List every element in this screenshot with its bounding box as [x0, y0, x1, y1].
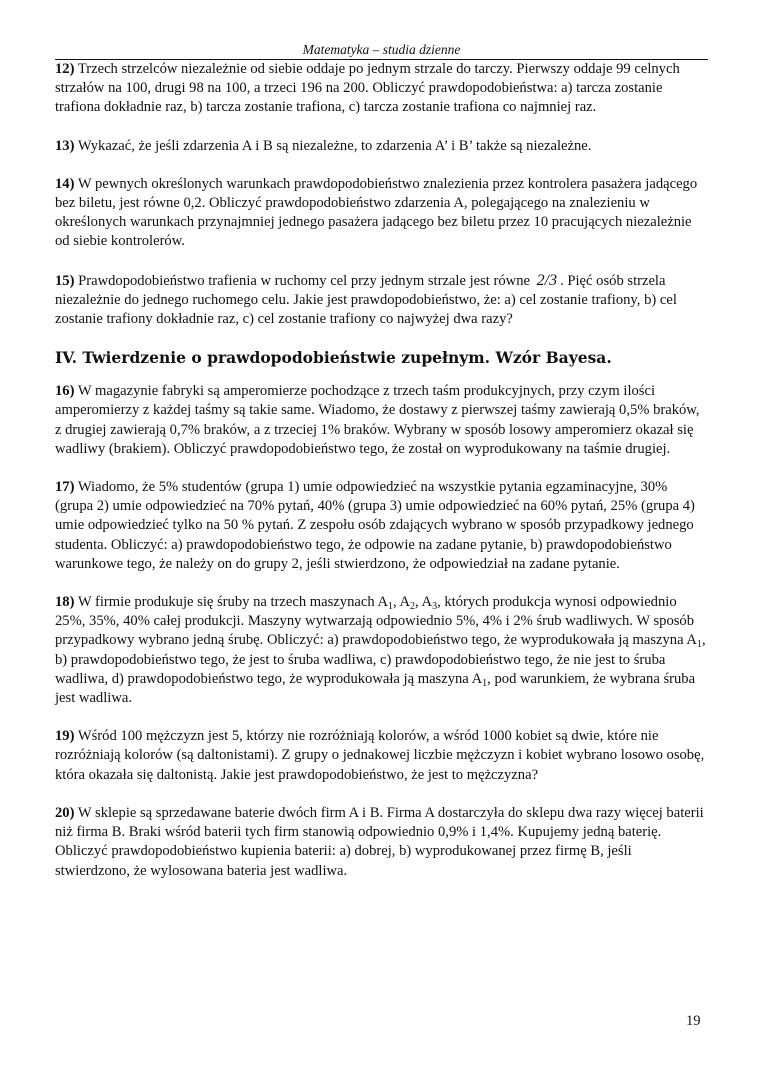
problem-text: W pewnych określonych warunkach prawdopodobieństwo znalezienia przez kontrolera pasażera jadącego bez biletu, jest równe 0,2. Obliczyć prawdopodobieństwo zdarzenia A, polegającego na znalezieniu w określonych warunkach przynajmniej jednego pasażera jadącego bez biletu przez 10 pracujących niezależnie od siebie kontrolerów.: [55, 175, 698, 250]
problem-text: Wiadomo, że 5% studentów (grupa 1) umie odpowiedzieć na wszystkie pytania egzaminacyjne, 30% (grupa 2) umie odpowiedzieć na 70% pytań, 40% (grupa 3) umie odpowiedzieć na 60% pytań, 25% (grupa 4) umie odpowiedzieć tylko na 50 % pytań. Z zespołu osób zdających wybrano w sposób przypadkowy jednego studenta. Obliczyć: a) prawdopodobieństwo tego, że odpowie na zadane pytanie, b) prawdopodobieństwo warunkowe tego, że należy on do grupy 2, jeśli stwierdzono, że odpowiedział na zadane pytanie.: [55, 479, 695, 572]
fraction-two-thirds: 2/3: [536, 271, 558, 289]
running-header: Matematyka – studia dzienne: [302, 42, 461, 57]
problem-number: 20): [55, 804, 75, 821]
problem-number: 17): [55, 479, 75, 496]
problem-15: [55, 271, 708, 330]
problem-text: W sklepie są sprzedawane baterie dwóch firm A i B. Firma A dostarczyła do sklepu dwa razy więcej baterii niż firma B. Braki wśród baterii tych firm stanowią odpowiednio 0,9% i 1,4%. Kupujemy jedną baterię. Obliczyć prawdopodobieństwo kupienia baterii: a) dobrej, b) wyprodukowanej przez firmę B, jeśli stwierdzono, że wylosowana bateria jest wadliwa.: [55, 804, 704, 879]
problem-text: , pod warunkiem, że wybrana śruba jest wadliwa.: [55, 670, 696, 707]
problem-text: W magazynie fabryki są amperomierze pochodzące z trzech taśm produkcyjnych, przy czym ilości amperomierzy z każdej taśmy są takie same. Wiadomo, że dostawy z pierwszej taśmy zawierają 0,5% braków, z drugiej zawierają 0,7% braków, a z trzeciej 1% braków. Wybrany w sposób losowy amperomierz okazał się wadliwy (brakiem). Obliczyć prawdopodobieństwo tego, że został on wyprodukowany na taśmie drugiej.: [55, 383, 700, 457]
problem-19: [55, 727, 708, 785]
problem-text: W firmie produkuje się śruby na trzech maszynach A: [74, 594, 389, 611]
problem-18: [55, 593, 708, 708]
subscript: 2: [410, 601, 416, 613]
subscript: 1: [696, 639, 702, 651]
problem-text: , A: [393, 594, 411, 611]
problem-20: [55, 804, 708, 881]
problem-17: [55, 478, 708, 574]
page-content: [55, 60, 708, 900]
problem-text: Trzech strzelców niezależnie od siebie oddaje po jednym strzale do tarczy. Pierwszy oddaje 99 celnych strzałów na 100, drugi 98 na 100, a trzeci 196 na 200. Obliczyć prawdopodobieństwa: a) tarcza zostanie trafiona dokładnie raz, b) tarcza zostanie trafiona, c) tarcza zostanie trafiona co najmniej raz.: [55, 61, 680, 116]
problem-text: , których produkcja wynosi odpowiednio 25%, 35%, 40% całej produkcji. Maszyny wytwarzają odpowiednio 5%, 4% i 2% śrub wadliwych. W sposób przypadkowy wybrano jedną śrubę. Obliczyć: a) prawdopodobieństwo tego, że wyprodukowała ją maszyna A: [55, 594, 697, 649]
problem-number: 19): [55, 728, 75, 745]
subscript: 1: [482, 677, 488, 689]
problem-number: 12): [55, 61, 75, 77]
section-heading: IV. Twierdzenie o prawdopodobieństwie zupełnym. Wzór Bayesa.: [55, 348, 612, 368]
problem-text: Wykazać, że jeśli zdarzenia A i B są niezależne, to zdarzenia A’ i B’ także są niezależne.: [74, 137, 592, 154]
problem-14: [55, 175, 708, 252]
problem-number: 18): [55, 594, 75, 611]
problem-text: , A: [415, 594, 433, 611]
subscript: 1: [388, 601, 394, 613]
problem-number: 13): [55, 137, 75, 154]
problem-number: 15): [55, 272, 75, 289]
problem-text: Wśród 100 mężczyzn jest 5, którzy nie rozróżniają kolorów, a wśród 1000 kobiet są dwie, które nie rozróżniają kolorów (są daltonistami). Z grupy o jednakowej liczbie mężczyzn i kobiet wybrano losowo osobę, która okazała się daltonistą. Jakie jest prawdopodobieństwo, że jest to mężczyzna?: [55, 728, 705, 783]
problem-text: Prawdopodobieństwo trafienia w ruchomy cel przy jednym strzale jest równe: [74, 272, 530, 289]
problem-number: 16): [55, 383, 75, 400]
problem-13: [55, 137, 708, 156]
problem-16: [55, 382, 708, 459]
page-number: 19: [686, 1013, 701, 1029]
subscript: 3: [432, 601, 438, 613]
problem-text: , b) prawdopodobieństwo tego, że jest to śruba wadliwa, c) prawdopodobieństwo tego, że nie jest to śruba wadliwa, d) prawdopodobieństwo tego, że wyprodukowała ją maszyna A: [55, 632, 706, 687]
problem-text-continued: . Pięć osób strzela niezależnie do jednego ruchomego celu. Jakie jest prawdopodobieństwo, że: a) cel zostanie trafiony, b) cel zostanie trafiony dokładnie raz, c) cel zostanie trafiony co najwyżej dwa razy?: [55, 272, 677, 328]
problem-number: 14): [55, 175, 75, 192]
problem-12: [55, 60, 708, 118]
